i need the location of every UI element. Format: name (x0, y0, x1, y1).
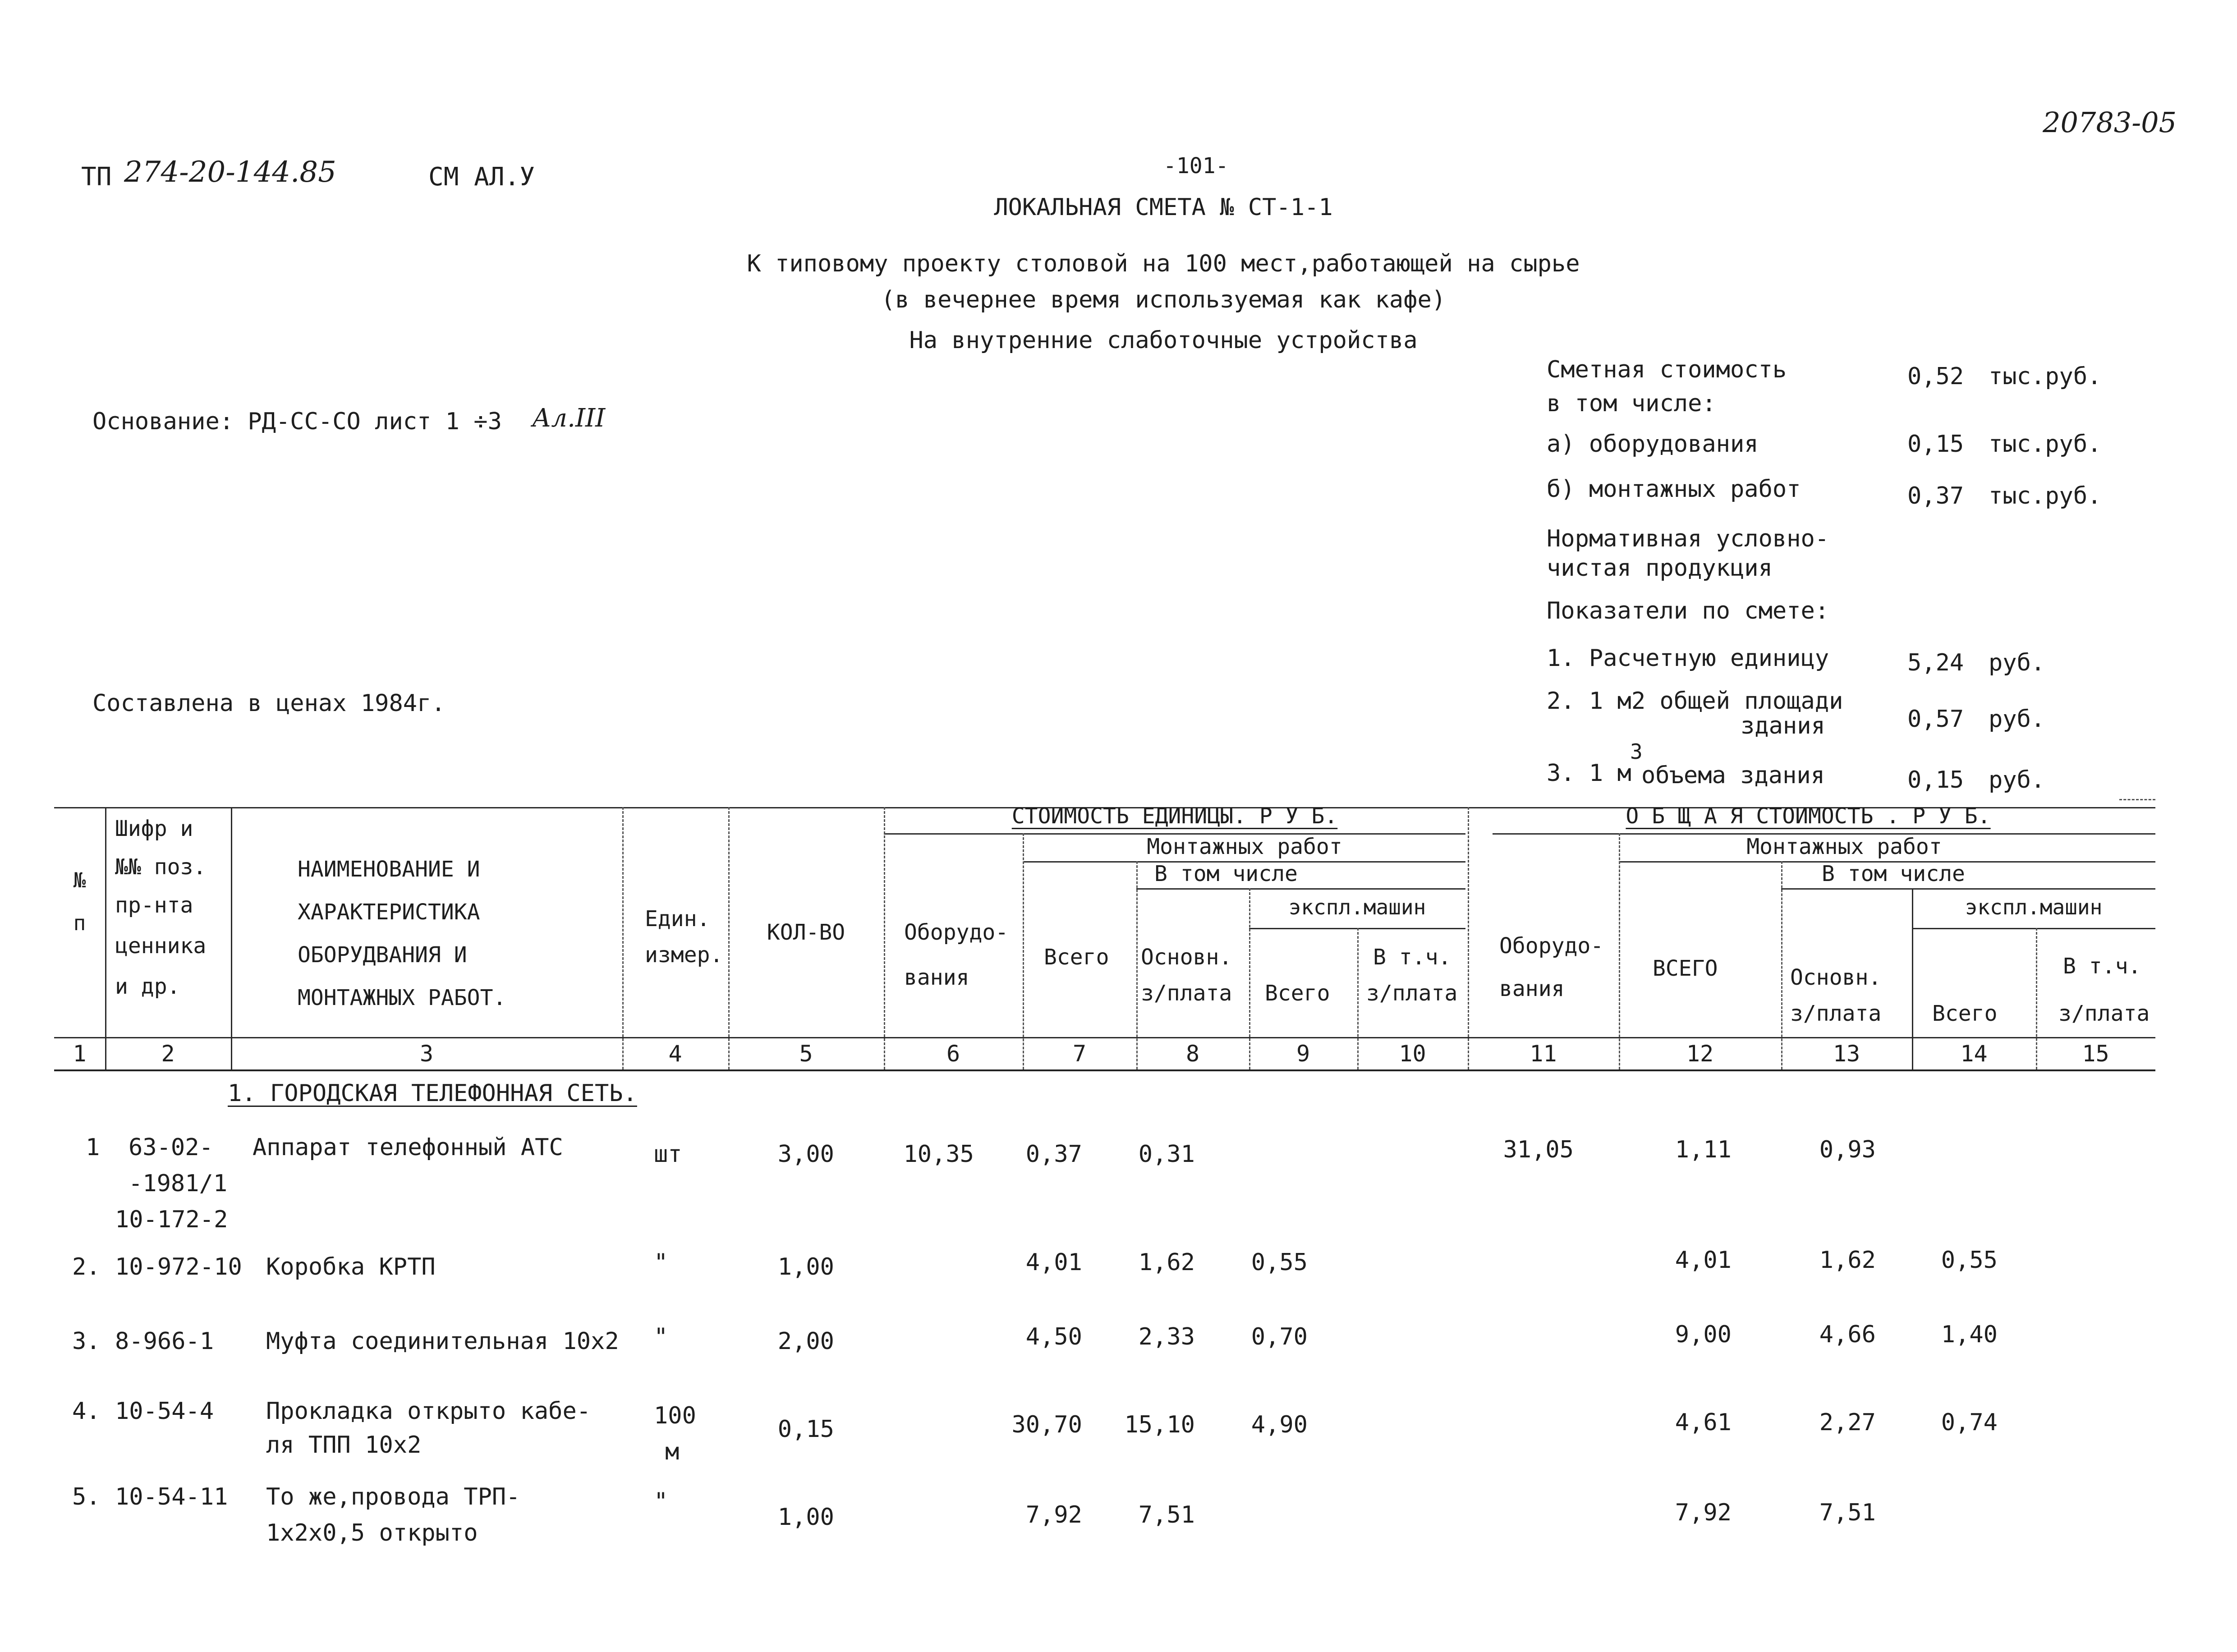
row-total-basic: 1,62 (1819, 1247, 1876, 1274)
col4-header-line1: Един. (645, 906, 710, 932)
col-number: 9 (1296, 1041, 1310, 1067)
equip-header-unit-1: Оборудо- (904, 920, 1009, 945)
row-total-basic: 2,27 (1819, 1409, 1876, 1436)
row-name-line1: Коробка КРТП (266, 1253, 436, 1280)
install-unit: тыс.руб. (1989, 482, 2102, 509)
row-code-line1: 10-972-10 (115, 1253, 242, 1280)
col3-header-line2: ХАРАКТЕРИСТИКА (298, 899, 480, 925)
col2-header-line2: №№ поз. (115, 854, 207, 880)
total-header-total: ВСЕГО (1653, 956, 1718, 981)
col-number: 10 (1399, 1041, 1426, 1067)
col2-header-line5: и др. (115, 974, 180, 999)
row-code-line1: 10-54-11 (115, 1483, 228, 1510)
project-prefix: ТП (81, 162, 112, 192)
row-mach: 4,90 (1251, 1411, 1308, 1438)
row-mach: 0,55 (1251, 1249, 1308, 1276)
row-basic: 2,33 (1138, 1323, 1195, 1350)
col-number: 15 (2082, 1041, 2109, 1067)
indicator-1-unit: руб. (1989, 649, 2045, 676)
row-basic: 0,31 (1138, 1141, 1195, 1168)
row-total-basic: 7,51 (1819, 1499, 1876, 1526)
row-total-total: 1,11 (1675, 1136, 1732, 1163)
col-number: 8 (1185, 1041, 1200, 1067)
equip-label: а) оборудования (1547, 431, 1759, 458)
mach-total-header-unit: Всего (1265, 981, 1330, 1006)
row-total: 7,92 (1025, 1501, 1082, 1528)
col3-header-line3: ОБОРУДВАНИЯ И (298, 942, 467, 968)
basis-handwritten: Ал.III (532, 404, 606, 433)
album-label: СМ АЛ.У (428, 162, 535, 192)
row-name-line1: Муфта соединительная 10х2 (266, 1328, 619, 1355)
col1-header-line1: № (73, 868, 86, 892)
project-number-handwritten: 274-20-144.85 (124, 156, 336, 189)
row-total-total: 4,61 (1675, 1409, 1732, 1436)
row-mach: 0,70 (1251, 1323, 1308, 1350)
col4-header-line2: измер. (645, 942, 723, 968)
row-total-total: 9,00 (1675, 1321, 1732, 1348)
row-total: 4,50 (1025, 1323, 1082, 1350)
total-header-unit: Всего (1044, 945, 1109, 970)
install-value: 0,37 (1907, 482, 1964, 509)
indicator-3-label-a: 3. 1 м (1547, 760, 1631, 787)
incl-header-total: В том числе (1822, 861, 1965, 886)
row-total-basic: 0,93 (1819, 1136, 1876, 1163)
row-qty: 1,00 (777, 1253, 834, 1280)
row-number: 5. (72, 1483, 101, 1510)
row-basic: 1,62 (1138, 1249, 1195, 1276)
incl-pay-header-unit-2: з/плата (1366, 981, 1458, 1006)
row-qty: 3,00 (777, 1141, 834, 1168)
indicator-3-unit: руб. (1989, 766, 2045, 794)
col5-header: КОЛ-ВО (767, 920, 845, 945)
total-cost-header: О Б Щ А Я СТОИМОСТЬ . Р У Б. (1626, 803, 1991, 829)
install-works-header-total: Монтажных работ (1746, 834, 1942, 859)
row-code-line2: -1981/1 (129, 1170, 228, 1197)
col-number: 14 (1960, 1041, 1988, 1067)
row-number: 2. (72, 1253, 101, 1280)
col-number: 13 (1833, 1041, 1860, 1067)
incl-label: в том числе: (1547, 390, 1716, 417)
row-number: 3. (72, 1328, 101, 1355)
estimate-title: ЛОКАЛЬНАЯ СМЕТА № СТ-1-1 (994, 194, 1333, 221)
row-unit-line1: 100 (654, 1402, 696, 1429)
incl-pay-header-total-2: з/плата (2058, 1001, 2150, 1026)
cost-label: Сметная стоимость (1547, 356, 1787, 383)
incl-pay-header-unit-1: В т.ч. (1373, 945, 1452, 970)
equip-header-total-1: Оборудо- (1499, 933, 1604, 959)
indicator-2-unit: руб. (1989, 706, 2045, 733)
row-total: 30,70 (1011, 1411, 1082, 1438)
indicator-3-superscript: 3 (1630, 739, 1643, 764)
row-qty: 0,15 (777, 1416, 834, 1443)
row-unit-line2: м (665, 1438, 680, 1465)
normative-line-1: Нормативная условно- (1547, 525, 1829, 552)
incl-header-unit: В том числе (1154, 861, 1298, 886)
indicator-2-label-2: здания (1741, 712, 1825, 739)
row-name-line2: ля ТПП 10х2 (266, 1432, 422, 1459)
row-basic: 7,51 (1138, 1501, 1195, 1528)
row-unit-line1: " (654, 1488, 668, 1515)
row-name-line1: Аппарат телефонный АТС (253, 1134, 563, 1161)
indicator-2-value: 0,57 (1907, 706, 1964, 733)
col-number: 2 (161, 1041, 175, 1067)
row-name-line1: Прокладка открыто кабе- (266, 1398, 591, 1425)
section-heading: 1. ГОРОДСКАЯ ТЕЛЕФОННАЯ СЕТЬ. (228, 1080, 637, 1107)
row-unit-line1: " (654, 1249, 668, 1276)
row-total-total: 7,92 (1675, 1499, 1732, 1526)
col3-header-line4: МОНТАЖНЫХ РАБОТ. (298, 985, 506, 1010)
col-number: 1 (73, 1041, 87, 1067)
col-number: 7 (1072, 1041, 1087, 1067)
row-total-basic: 4,66 (1819, 1321, 1876, 1348)
row-code-line1: 63-02- (129, 1134, 213, 1161)
col2-header-line3: пр-нта (115, 893, 193, 918)
prices-text: Составлена в ценах 1984г. (92, 690, 446, 717)
basic-pay-header-unit-2: з/плата (1141, 981, 1232, 1006)
basic-pay-header-unit-1: Основн. (1141, 945, 1232, 970)
col1-header-line2: п (73, 911, 86, 935)
row-total-mach: 0,74 (1941, 1409, 1998, 1436)
mach-total-header-total: Всего (1932, 1001, 1998, 1026)
row-total: 4,01 (1025, 1249, 1082, 1276)
row-unit-line1: " (654, 1323, 668, 1350)
col3-header-line1: НАИМЕНОВАНИЕ И (298, 857, 480, 882)
indicator-1-label: 1. Расчетную единицу (1547, 645, 1829, 672)
incl-pay-header-total-1: В т.ч. (2063, 954, 2141, 979)
install-label: б) монтажных работ (1547, 476, 1801, 503)
row-qty: 2,00 (777, 1328, 834, 1355)
equip-header-total-2: вания (1499, 976, 1565, 1001)
col2-header-line1: Шифр и (115, 816, 193, 841)
row-total: 0,37 (1025, 1141, 1082, 1168)
basic-pay-header-total-1: Основн. (1790, 965, 1882, 990)
machines-header-total: экспл.машин (1965, 895, 2103, 919)
row-code-line1: 10-54-4 (115, 1398, 214, 1425)
col-number: 11 (1530, 1041, 1557, 1067)
normative-line-2: чистая продукция (1547, 555, 1773, 582)
equip-value: 0,15 (1907, 431, 1964, 458)
row-number: 4. (72, 1398, 101, 1425)
row-qty: 1,00 (777, 1504, 834, 1531)
row-total-mach: 1,40 (1941, 1321, 1998, 1348)
row-basic: 15,10 (1124, 1411, 1195, 1438)
basic-pay-header-total-2: з/плата (1790, 1001, 1882, 1026)
unit-cost-header: СТОИМОСТЬ ЕДИНИЦЫ. Р У Б. (1011, 803, 1338, 829)
indicators-label: Показатели по смете: (1547, 597, 1829, 624)
indicator-1-value: 5,24 (1907, 649, 1964, 676)
indicator-3-label-b: объема здания (1641, 762, 1825, 789)
col-number: 4 (668, 1041, 682, 1067)
row-number: 1 (86, 1134, 100, 1161)
col2-header-line4: ценника (115, 933, 207, 959)
row-total-mach: 0,55 (1941, 1247, 1998, 1274)
document-code-handwritten: 20783-05 (2043, 106, 2177, 139)
row-name-line2: 1х2х0,5 открыто (266, 1519, 478, 1546)
col-number: 12 (1686, 1041, 1714, 1067)
basis-text: Основание: РД-СС-СО лист 1 ÷3 (92, 408, 502, 435)
estimate-subtitle-2: (в вечернее время используемая как кафе) (881, 286, 1446, 313)
machines-header-unit: экспл.машин (1288, 895, 1426, 919)
cost-value: 0,52 (1907, 363, 1964, 390)
equip-unit: тыс.руб. (1989, 431, 2102, 458)
row-code-line3: 10-172-2 (115, 1206, 228, 1233)
estimate-subtitle-1: К типовому проекту столовой на 100 мест,работающей на сырье (747, 250, 1580, 277)
row-unit-line1: шт (654, 1141, 682, 1168)
col-number: 5 (799, 1041, 813, 1067)
row-code-line1: 8-966-1 (115, 1328, 214, 1355)
row-total-equip: 31,05 (1503, 1136, 1574, 1163)
col-number: 6 (946, 1041, 960, 1067)
col-number: 3 (419, 1041, 434, 1067)
install-works-header-unit: Монтажных работ (1147, 834, 1342, 859)
row-total-total: 4,01 (1675, 1247, 1732, 1274)
row-equip: 10,35 (903, 1141, 974, 1168)
row-name-line1: То же,провода ТРП- (266, 1483, 520, 1510)
indicator-2-label-1: 2. 1 м2 общей площади (1547, 688, 1843, 715)
estimate-subtitle-3: На внутренние слаботочные устройства (909, 327, 1418, 354)
cost-unit: тыс.руб. (1989, 363, 2102, 390)
page-number: -101- (1163, 153, 1229, 179)
equip-header-unit-2: вания (904, 965, 969, 990)
indicator-3-value: 0,15 (1907, 766, 1964, 794)
